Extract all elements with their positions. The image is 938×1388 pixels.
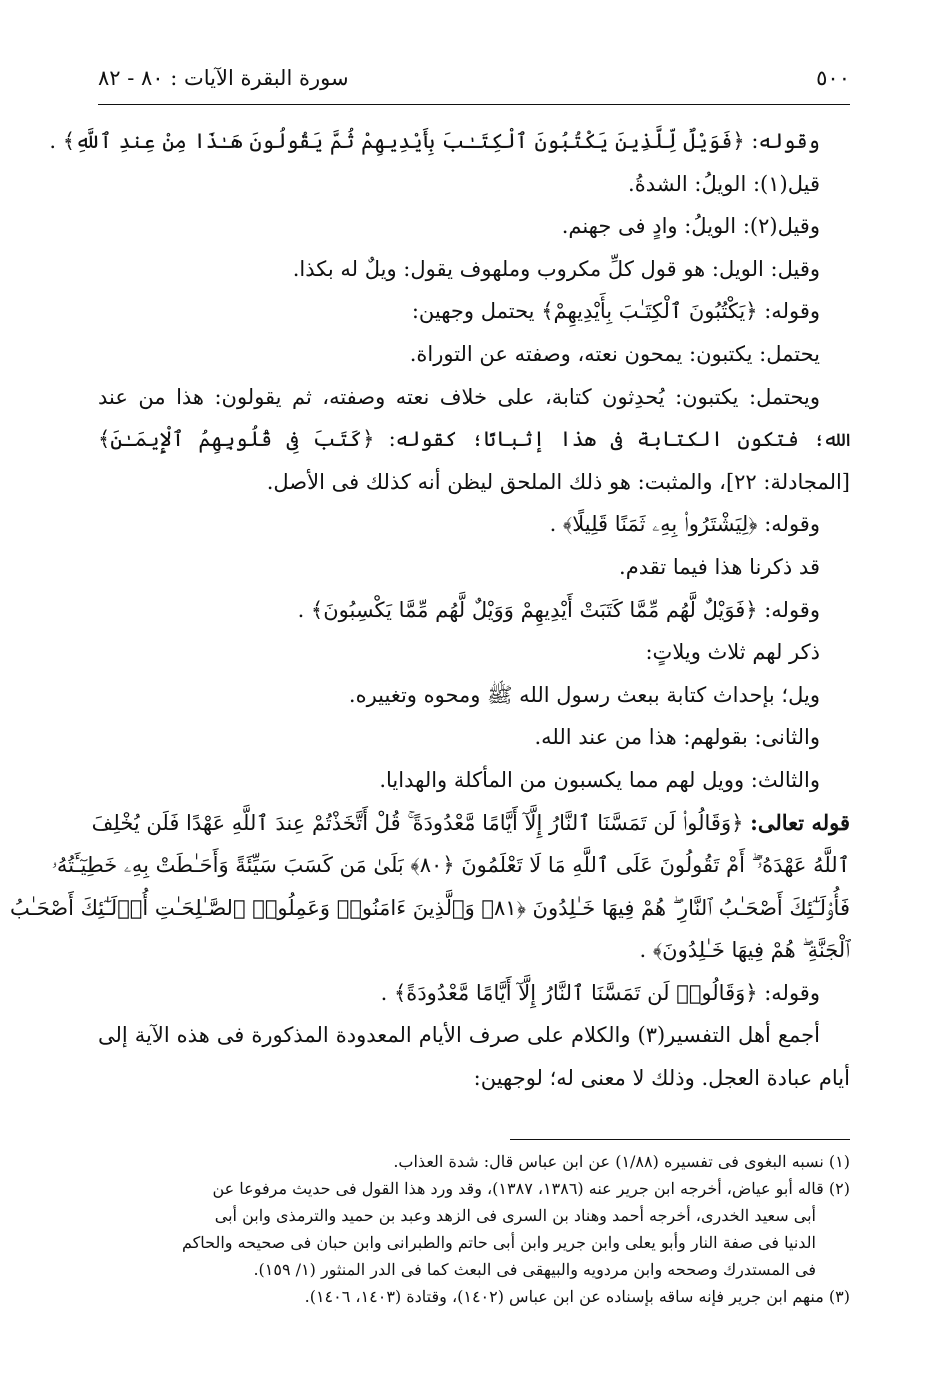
footnote-rule	[510, 1139, 850, 1140]
text-line: يحتمل: يكتبون: يمحون نعته، وصفته عن التوراة.	[409, 341, 820, 366]
running-title: سورة البقرة الآيات : ٨٠ - ٨٢	[98, 66, 349, 90]
book-page	[9, 60, 850, 1360]
text-line: أجمع أهل التفسير(٣) والكلام على صرف الأيام المعدودة المذكورة فى هذه الآية إلى	[98, 1023, 820, 1048]
text-line: وقوله: ﴿فَوَيْلٌ لَّهُم مِّمَّا كَتَبَتْ أَيْدِيهِمْ وَوَيْلٌ لَّهُم مِّمَّا يَكْسِبُونَ﴾ .	[297, 597, 820, 622]
text-line: والثانى: بقولهم: هذا من عند الله.	[534, 725, 820, 750]
footnotes	[98, 1148, 850, 1310]
text-line: الله؛ فتكون الكتابة فى هذا إثباتًا؛ كقوله: ﴿كَتَبَ فِى قُلُوبِهِمُ ٱلْإِيمَـٰنَ﴾	[98, 427, 850, 452]
body-text	[9, 120, 850, 1100]
text-line: ٱللَّهُ عَهْدَهُۥٓ ۖ أَمْ تَقُولُونَ عَلَى ٱللَّهِ مَا لَا تَعْلَمُونَ ﴿٨٠﴾ بَلَىٰ مَن كَسَبَ سَيِّئَةً وَأَحَـٰطَتْ بِهِۦ خَطِيٓـَٔتُهُۥ	[51, 853, 850, 878]
footnote-line: أبى سعيد الخدرى، أخرجه أحمد وهناد بن السرى فى الزهد وعبد بن حميد والترمذى وابن أبى	[214, 1206, 816, 1225]
text-line: والثالث: وويل لهم مما يكسبون من المأكلة والهدايا.	[379, 767, 820, 792]
page-header	[98, 66, 850, 100]
verse-heading: قوله تعالى:	[750, 809, 850, 835]
text-line: [المجادلة: ٢٢]، والمثبت: هو ذلك الملحق ليظن أنه كذلك فى الأصل.	[266, 469, 850, 494]
text-line: وقيل(٢): الويلُ: وادٍ فى جهنم.	[561, 214, 820, 239]
footnote-line: (٣) منهم ابن جرير فإنه ساقه بإسناده عن ابن عباس (١٤٠٢)، وقتادة (١٤٠٣، ١٤٠٦).	[304, 1287, 850, 1306]
text-line: وقوله: ﴿وَقَالُوا۟ لَن تَمَسَّنَا ٱلنَّارُ إِلَّآ أَيَّامًا مَّعْدُودَةً﴾ .	[380, 980, 820, 1005]
footnote-line: (٢) قاله أبو عياض، أخرجه ابن جرير عنه (١٣٨٦، ١٣٨٧)، وقد ورد هذا القول فى حديث مرفوعا عن	[212, 1179, 850, 1198]
text-line: ويحتمل: يكتبون: يُحدِثون كتابة، على خلاف نعته وصفته، ثم يقولون: هذا من عند	[98, 384, 820, 409]
text-line: ويل؛ بإحداث كتابة ببعث رسول الله ﷺ ومحوه وتغييره.	[348, 682, 820, 707]
text-line: وقيل: الويل: هو قول كلِّ مكروب وملهوف يقول: ويلٌ له بكذا.	[292, 256, 820, 281]
text-line: فَأُو۟لَـٰٓئِكَ أَصْحَـٰبُ ٱلنَّارِ ۖ هُمْ فِيهَا خَـٰلِدُونَ ﴿٨١﴾ وَٱلَّذِينَ ءَامَنُوا۟ وَعَمِلُوا۟ ٱلصَّـٰلِحَـٰتِ أُو۟لَـٰٓئِكَ أَصْحَـٰبُ	[9, 895, 850, 920]
text-line	[91, 802, 850, 845]
text-line: وقوله: ﴿يَكْتُبُونَ ٱلْكِتَـٰبَ بِأَيْدِيهِمْ﴾ يحتمل وجهين:	[411, 299, 820, 324]
text-line: أيام عبادة العجل. وذلك لا معنى له؛ لوجهين:	[473, 1066, 850, 1091]
text-line: وقوله: ﴿فَوَيْلٌ لِّلَّذِينَ يَكْتُبُونَ ٱلْكِتَـٰبَ بِأَيْدِيهِمْ ثُمَّ يَقُولُونَ هَـٰذَا مِنْ عِندِ ٱللَّهِ﴾ .	[49, 129, 820, 153]
verse-text: ﴿وَقَالُوا۟ لَن تَمَسَّنَا ٱلنَّارُ إِلَّآ أَيَّامًا مَّعْدُودَةً ۚ قُلْ أَتَّخَذْتُمْ عِندَ ٱللَّهِ عَهْدًا فَلَن يُخْلِفَ	[91, 810, 751, 835]
text-line: ذكر لهم ثلاث ويلاتٍ:	[645, 640, 820, 665]
text-line: ٱلْجَنَّةِ ۖ هُمْ فِيهَا خَـٰلِدُونَ﴾ .	[639, 938, 850, 963]
text-line: وقوله: ﴿لِيَشْتَرُوا۟ بِهِۦ ثَمَنًا قَلِيلًا﴾ .	[549, 512, 820, 537]
text-line: قيل(١): الويلُ: الشدةُ.	[628, 171, 820, 196]
page-number: ٥٠٠	[816, 66, 850, 90]
footnote-line: فى المستدرك وصححه وابن مردويه والبيهقى فى البعث كما فى الدر المنثور (١/ ١٥٩).	[253, 1260, 816, 1279]
footnote-line: الدنيا فى صفة النار وأبو يعلى وابن جرير وابن أبى حاتم والطبرانى وابن حبان فى صحيحه والحاكم	[181, 1233, 816, 1252]
header-rule	[98, 104, 850, 105]
footnote-line: (١) نسبه البغوى فى تفسيره (١/٨٨) عن ابن عباس قال: شدة العذاب.	[393, 1152, 850, 1171]
text-line: قد ذكرنا هذا فيما تقدم.	[619, 554, 820, 579]
